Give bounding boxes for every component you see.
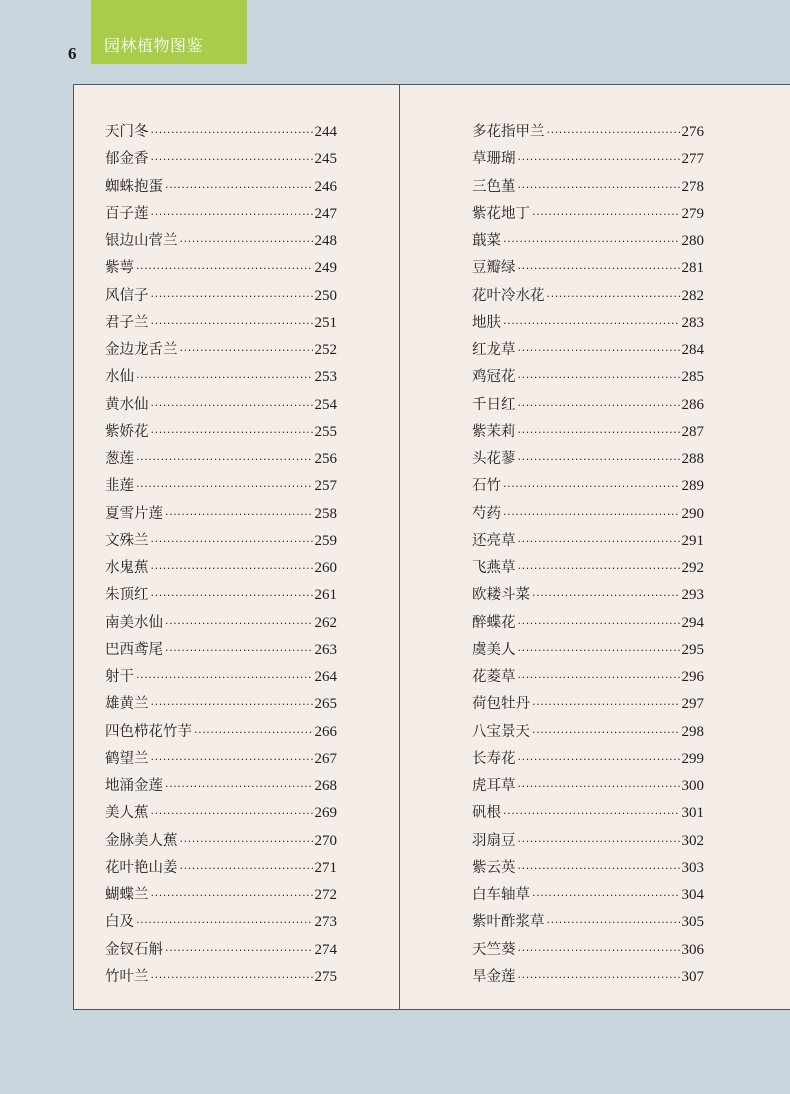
- toc-entry-page: 261: [314, 587, 337, 604]
- toc-entry-page: 297: [681, 696, 704, 713]
- toc-entry-name: 南美水仙: [105, 614, 163, 631]
- toc-entry-name: 虞美人: [472, 641, 516, 658]
- toc-entry-name: 白及: [105, 914, 134, 931]
- toc-entry[interactable]: [105, 800, 337, 827]
- dot-leader: [151, 119, 313, 146]
- toc-entry-page: 260: [314, 560, 337, 576]
- dot-leader: [151, 392, 313, 419]
- toc-entry-page: 255: [314, 423, 337, 440]
- toc-entry[interactable]: [472, 719, 704, 746]
- toc-entry[interactable]: [105, 255, 337, 282]
- toc-entry-name: 朱顶红: [105, 587, 149, 604]
- dot-leader: [547, 119, 680, 146]
- toc-entry[interactable]: [472, 146, 704, 173]
- dot-leader: [165, 637, 313, 664]
- toc-entry-page: 274: [314, 941, 337, 958]
- toc-entry[interactable]: [105, 637, 337, 664]
- dot-leader: [136, 664, 313, 691]
- toc-entry-page: 252: [314, 342, 337, 358]
- toc-entry[interactable]: [105, 283, 337, 310]
- toc-entry[interactable]: [472, 909, 704, 936]
- dot-leader: [503, 501, 680, 528]
- toc-entry[interactable]: [472, 964, 704, 991]
- toc-entry[interactable]: [472, 691, 704, 718]
- toc-entry-page: 245: [314, 151, 337, 168]
- toc-entry[interactable]: [472, 283, 704, 310]
- toc-entry-name: 金脉美人蕉: [105, 832, 178, 849]
- toc-entry-page: 264: [314, 669, 337, 685]
- toc-entry[interactable]: [472, 828, 704, 855]
- toc-entry-page: 283: [681, 314, 704, 331]
- toc-entry-name: 鸡冠花: [472, 369, 516, 386]
- toc-entry-name: 头花蓼: [472, 451, 516, 467]
- dot-leader: [518, 255, 680, 282]
- toc-entry-name: 百子莲: [105, 205, 149, 222]
- toc-entry-name: 地肤: [472, 314, 501, 331]
- toc-entry[interactable]: [105, 174, 337, 201]
- toc-entry-name: 红龙草: [472, 342, 516, 358]
- toc-entry[interactable]: [105, 337, 337, 364]
- toc-entry-page: 288: [681, 451, 704, 467]
- dot-leader: [180, 228, 313, 255]
- dot-leader: [518, 773, 680, 800]
- dot-leader: [165, 937, 313, 964]
- toc-entry-name: 君子兰: [105, 314, 149, 331]
- toc-entry-page: 263: [314, 641, 337, 658]
- toc-entry-name: 草珊瑚: [472, 151, 516, 168]
- toc-entry[interactable]: [472, 337, 704, 364]
- toc-entry[interactable]: [105, 364, 337, 391]
- toc-entry-page: 258: [314, 505, 337, 522]
- toc-entry-page: 275: [314, 968, 337, 985]
- toc-entry-name: 欧耧斗菜: [472, 587, 530, 604]
- toc-entry[interactable]: [472, 228, 704, 255]
- toc-entry[interactable]: [105, 582, 337, 609]
- toc-entry-page: 292: [681, 560, 704, 576]
- toc-entry-name: 美人蕉: [105, 805, 149, 822]
- toc-entry-name: 巴西鸢尾: [105, 641, 163, 658]
- toc-entry[interactable]: [105, 473, 337, 500]
- toc-entry-page: 299: [681, 750, 704, 767]
- dot-leader: [518, 610, 680, 637]
- toc-entry-name: 多花指甲兰: [472, 124, 545, 140]
- dot-leader: [518, 637, 680, 664]
- dot-leader: [518, 746, 680, 773]
- toc-entry-name: 鹤望兰: [105, 750, 149, 767]
- toc-entry-page: 251: [314, 314, 337, 331]
- toc-entry[interactable]: [105, 419, 337, 446]
- toc-entry[interactable]: [472, 201, 704, 228]
- toc-entry-page: 287: [681, 423, 704, 440]
- dot-leader: [151, 691, 313, 718]
- toc-entry-name: 三色堇: [472, 178, 516, 195]
- toc-entry-name: 花叶艳山姜: [105, 859, 178, 876]
- toc-entry-name: 文殊兰: [105, 532, 149, 549]
- toc-entry-name: 郁金香: [105, 151, 149, 168]
- toc-entry-page: 302: [681, 832, 704, 849]
- toc-entry-page: 262: [314, 614, 337, 631]
- book-title: 园林植物图鉴: [104, 36, 204, 55]
- toc-entry-page: 303: [681, 859, 704, 876]
- toc-entry[interactable]: [105, 610, 337, 637]
- toc-entry-page: 307: [681, 968, 704, 985]
- dot-leader: [151, 882, 313, 909]
- toc-entry-page: 250: [314, 287, 337, 304]
- toc-entry[interactable]: [472, 582, 704, 609]
- toc-entry-page: 305: [681, 914, 704, 931]
- toc-entry[interactable]: [472, 392, 704, 419]
- toc-entry-name: 还亮草: [472, 532, 516, 549]
- toc-entry[interactable]: [472, 937, 704, 964]
- toc-entry[interactable]: [105, 964, 337, 991]
- dot-leader: [165, 610, 313, 637]
- dot-leader: [151, 555, 313, 582]
- toc-entry-name: 虎耳草: [472, 778, 516, 794]
- dot-leader: [518, 828, 680, 855]
- toc-entry-name: 水仙: [105, 369, 134, 386]
- toc-entry-name: 竹叶兰: [105, 968, 149, 985]
- toc-entry-page: 244: [314, 124, 337, 140]
- toc-entry-name: 长寿花: [472, 750, 516, 767]
- toc-entry-page: 286: [681, 396, 704, 413]
- toc-entry-name: 金钗石斛: [105, 941, 163, 958]
- toc-entry-page: 291: [681, 532, 704, 549]
- toc-entry-page: 278: [681, 178, 704, 195]
- toc-entry[interactable]: [472, 119, 704, 146]
- toc-entry-name: 羽扇豆: [472, 832, 516, 849]
- dot-leader: [518, 392, 680, 419]
- dot-leader: [180, 855, 313, 882]
- dot-leader: [151, 582, 313, 609]
- toc-entry-page: 269: [314, 805, 337, 822]
- toc-entry-name: 水鬼蕉: [105, 560, 149, 576]
- toc-entry[interactable]: [105, 501, 337, 528]
- dot-leader: [165, 501, 313, 528]
- dot-leader: [180, 828, 313, 855]
- toc-entry-name: 地涌金莲: [105, 778, 163, 794]
- dot-leader: [180, 337, 313, 364]
- dot-leader: [532, 719, 680, 746]
- toc-entry-name: 八宝景天: [472, 723, 530, 740]
- toc-entry-name: 风信子: [105, 287, 149, 304]
- toc-entry[interactable]: [472, 419, 704, 446]
- dot-leader: [194, 719, 313, 746]
- toc-entry[interactable]: [472, 746, 704, 773]
- toc-entry[interactable]: [472, 664, 704, 691]
- toc-entry[interactable]: [105, 228, 337, 255]
- dot-leader: [136, 446, 313, 473]
- toc-entry-name: 雄黄兰: [105, 696, 149, 713]
- toc-entry-name: 紫萼: [105, 260, 134, 277]
- toc-entry-name: 紫娇花: [105, 423, 149, 440]
- toc-entry[interactable]: [105, 392, 337, 419]
- toc-entry[interactable]: [472, 310, 704, 337]
- toc-entry-page: 298: [681, 723, 704, 740]
- toc-entry-page: 271: [314, 859, 337, 876]
- toc-entry-name: 蝴蝶兰: [105, 887, 149, 903]
- toc-entry-page: 306: [681, 941, 704, 958]
- toc-entry[interactable]: [105, 310, 337, 337]
- toc-entry[interactable]: [105, 146, 337, 173]
- toc-entry[interactable]: [472, 528, 704, 555]
- toc-entry-page: 282: [681, 287, 704, 304]
- toc-entry-name: 葱莲: [105, 451, 134, 467]
- toc-entry-page: 273: [314, 914, 337, 931]
- toc-entry-page: 290: [681, 505, 704, 522]
- toc-column-left: [105, 119, 337, 991]
- toc-entry[interactable]: [472, 610, 704, 637]
- toc-entry-page: 300: [681, 778, 704, 794]
- dot-leader: [532, 691, 680, 718]
- toc-entry[interactable]: [472, 501, 704, 528]
- toc-entry[interactable]: [105, 746, 337, 773]
- toc-entry[interactable]: [472, 882, 704, 909]
- toc-entry-name: 蜘蛛抱蛋: [105, 178, 163, 195]
- dot-leader: [518, 419, 680, 446]
- toc-entry-name: 韭莲: [105, 478, 134, 495]
- toc-entry[interactable]: [472, 255, 704, 282]
- toc-entry[interactable]: [105, 937, 337, 964]
- toc-entry-page: 284: [681, 342, 704, 358]
- dot-leader: [151, 964, 313, 991]
- toc-entry-page: 301: [681, 805, 704, 822]
- toc-entry-name: 旱金莲: [472, 968, 516, 985]
- toc-entry-page: 246: [314, 178, 337, 195]
- toc-entry-page: 254: [314, 396, 337, 413]
- toc-entry-name: 石竹: [472, 478, 501, 495]
- toc-entry[interactable]: [105, 446, 337, 473]
- page-number: 6: [68, 44, 77, 63]
- toc-entry-page: 276: [681, 124, 704, 140]
- dot-leader: [518, 664, 680, 691]
- toc-entry-name: 花叶冷水花: [472, 287, 545, 304]
- toc-entry-page: 253: [314, 369, 337, 386]
- dot-leader: [518, 146, 680, 173]
- dot-leader: [503, 310, 680, 337]
- dot-leader: [518, 528, 680, 555]
- toc-entry-name: 芍药: [472, 505, 501, 522]
- toc-entry[interactable]: [105, 909, 337, 936]
- dot-leader: [151, 146, 313, 173]
- dot-leader: [547, 283, 680, 310]
- toc-entry[interactable]: [472, 174, 704, 201]
- toc-entry-page: 285: [681, 369, 704, 386]
- dot-leader: [532, 582, 680, 609]
- dot-leader: [518, 337, 680, 364]
- dot-leader: [151, 310, 313, 337]
- toc-entry[interactable]: [105, 719, 337, 746]
- dot-leader: [532, 882, 680, 909]
- dot-leader: [151, 746, 313, 773]
- toc-entry-name: 醉蝶花: [472, 614, 516, 631]
- toc-entry-name: 夏雪片莲: [105, 505, 163, 522]
- toc-entry-name: 黄水仙: [105, 396, 149, 413]
- dot-leader: [532, 201, 680, 228]
- dot-leader: [151, 201, 313, 228]
- toc-entry-name: 荷包牡丹: [472, 696, 530, 713]
- toc-entry-page: 295: [681, 641, 704, 658]
- dot-leader: [518, 364, 680, 391]
- toc-entry-name: 天门冬: [105, 124, 149, 140]
- header-tab: [91, 0, 247, 64]
- toc-entry-page: 266: [314, 723, 337, 740]
- toc-entry[interactable]: [105, 555, 337, 582]
- dot-leader: [151, 283, 313, 310]
- toc-entry-name: 豆瓣绿: [472, 260, 516, 277]
- toc-entry-page: 247: [314, 205, 337, 222]
- toc-entry-name: 紫云英: [472, 859, 516, 876]
- toc-entry-page: 289: [681, 478, 704, 495]
- toc-entry-name: 射干: [105, 669, 134, 685]
- toc-entry-name: 金边龙舌兰: [105, 342, 178, 358]
- dot-leader: [518, 174, 680, 201]
- toc-entry-name: 紫叶酢浆草: [472, 914, 545, 931]
- toc-entry-page: 304: [681, 887, 704, 903]
- toc-entry-name: 花菱草: [472, 669, 516, 685]
- toc-entry-page: 279: [681, 205, 704, 222]
- dot-leader: [151, 419, 313, 446]
- dot-leader: [136, 473, 313, 500]
- dot-leader: [547, 909, 680, 936]
- toc-entry[interactable]: [472, 473, 704, 500]
- toc-entry[interactable]: [472, 555, 704, 582]
- toc-entry-page: 268: [314, 778, 337, 794]
- toc-entry[interactable]: [472, 637, 704, 664]
- toc-entry-page: 280: [681, 233, 704, 249]
- toc-entry[interactable]: [472, 773, 704, 800]
- toc-entry-name: 矾根: [472, 805, 501, 822]
- toc-entry-page: 257: [314, 478, 337, 495]
- toc-entry-name: 四色栉花竹芋: [105, 723, 192, 740]
- toc-entry-page: 293: [681, 587, 704, 604]
- toc-entry-page: 270: [314, 832, 337, 849]
- toc-entry-page: 267: [314, 750, 337, 767]
- toc-column-right: [472, 119, 704, 991]
- toc-entry-page: 256: [314, 451, 337, 467]
- toc-entry-name: 千日红: [472, 396, 516, 413]
- toc-entry[interactable]: [472, 364, 704, 391]
- toc-entry[interactable]: [105, 664, 337, 691]
- toc-entry-page: 272: [314, 887, 337, 903]
- toc-entry-name: 白车轴草: [472, 887, 530, 903]
- toc-entry-name: 紫茉莉: [472, 423, 516, 440]
- toc-entry-page: 259: [314, 532, 337, 549]
- dot-leader: [518, 446, 680, 473]
- dot-leader: [518, 964, 680, 991]
- toc-panel: [73, 84, 790, 1010]
- toc-entry[interactable]: [105, 528, 337, 555]
- toc-entry-name: 蕺菜: [472, 233, 501, 249]
- toc-entry[interactable]: [472, 446, 704, 473]
- column-divider: [399, 85, 400, 1009]
- toc-entry-page: 296: [681, 669, 704, 685]
- toc-entry-name: 银边山菅兰: [105, 233, 178, 249]
- toc-entry[interactable]: [472, 800, 704, 827]
- toc-entry-page: 248: [314, 233, 337, 249]
- dot-leader: [503, 228, 680, 255]
- dot-leader: [151, 528, 313, 555]
- toc-entry[interactable]: [105, 691, 337, 718]
- toc-entry-page: 265: [314, 696, 337, 713]
- toc-entry[interactable]: [105, 201, 337, 228]
- toc-entry[interactable]: [105, 828, 337, 855]
- toc-entry-page: 281: [681, 260, 704, 277]
- toc-entry[interactable]: [105, 855, 337, 882]
- toc-entry-page: 277: [681, 151, 704, 168]
- dot-leader: [518, 855, 680, 882]
- dot-leader: [151, 800, 313, 827]
- toc-entry-name: 飞燕草: [472, 560, 516, 576]
- toc-entry-name: 天竺葵: [472, 941, 516, 958]
- dot-leader: [518, 937, 680, 964]
- dot-leader: [136, 909, 313, 936]
- dot-leader: [165, 174, 313, 201]
- toc-entry[interactable]: [105, 119, 337, 146]
- dot-leader: [518, 555, 680, 582]
- dot-leader: [503, 473, 680, 500]
- dot-leader: [136, 364, 313, 391]
- toc-entry[interactable]: [105, 773, 337, 800]
- toc-entry[interactable]: [472, 855, 704, 882]
- dot-leader: [165, 773, 313, 800]
- toc-entry-page: 249: [314, 260, 337, 277]
- toc-entry-page: 294: [681, 614, 704, 631]
- toc-entry-name: 紫花地丁: [472, 205, 530, 222]
- dot-leader: [136, 255, 313, 282]
- toc-entry[interactable]: [105, 882, 337, 909]
- dot-leader: [503, 800, 680, 827]
